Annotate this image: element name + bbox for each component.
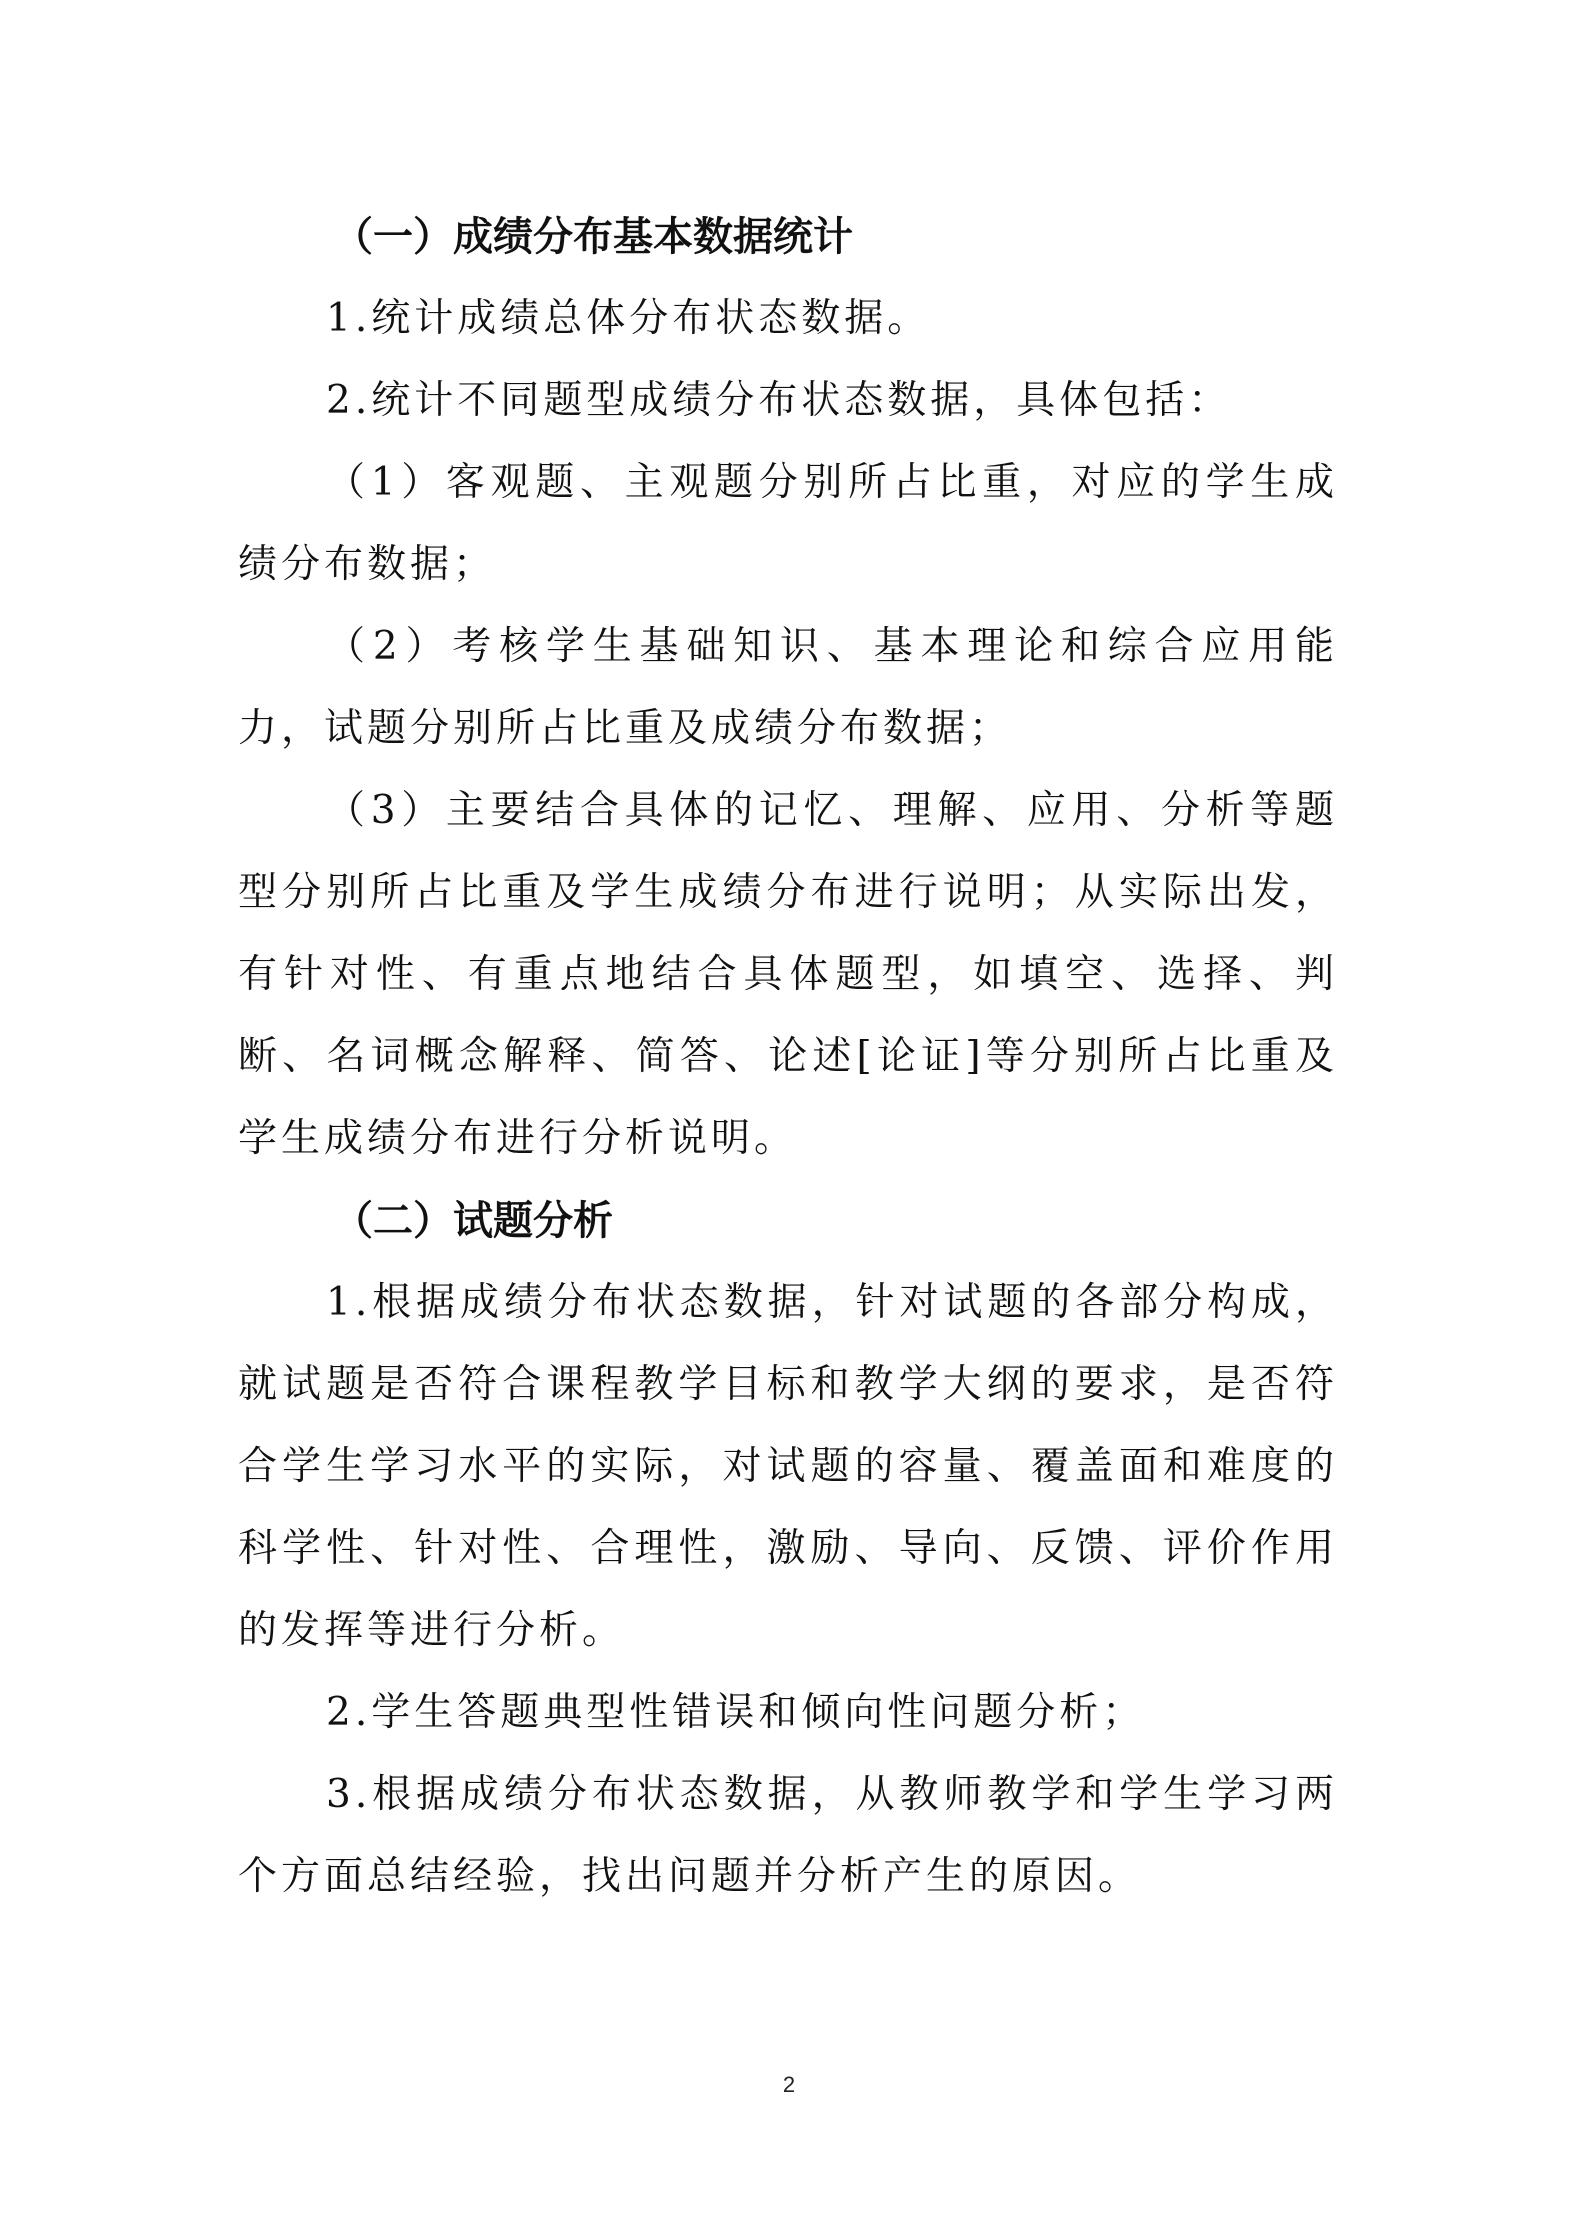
paragraph: 2.学生答题典型性错误和倾向性问题分析； (326, 1690, 1146, 1735)
paragraph: （1）客观题、主观题分别所占比重，对应的学生成绩分布数据； (238, 460, 1338, 587)
section-heading-1: （一）成绩分布基本数据统计 (333, 214, 853, 260)
paragraph: （2）考核学生基础知识、基本理论和综合应用能力，试题分别所占比重及成绩分布数据； (238, 624, 1338, 751)
paragraph: （3）主要结合具体的记忆、理解、应用、分析等题型分别所占比重及学生成绩分布进行说明；从实际出发，有针对性、有重点地结合具体题型，如填空、选择、判断、名词概念解释、简答、论述[论证]等分别所占比重及学生成绩分布进行分析说明。 (238, 788, 1338, 1161)
paragraph: 3.根据成绩分布状态数据，从教师教学和学生学习两个方面总结经验，找出问题并分析产生的原因。 (238, 1772, 1338, 1899)
page-number: 2 (782, 2072, 796, 2097)
paragraph: 1.根据成绩分布状态数据，针对试题的各部分构成，就试题是否符合课程教学目标和教学大纲的要求，是否符合学生学习水平的实际，对试题的容量、覆盖面和难度的科学性、针对性、合理性，激励、导向、反馈、评价作用的发挥等进行分析。 (238, 1280, 1338, 1653)
section-heading-2: （二）试题分析 (333, 1198, 613, 1244)
paragraph: 1.统计成绩总体分布状态数据。 (326, 296, 931, 341)
paragraph: 2.统计不同题型成绩分布状态数据，具体包括： (326, 378, 1232, 423)
document-body (238, 196, 1338, 1918)
